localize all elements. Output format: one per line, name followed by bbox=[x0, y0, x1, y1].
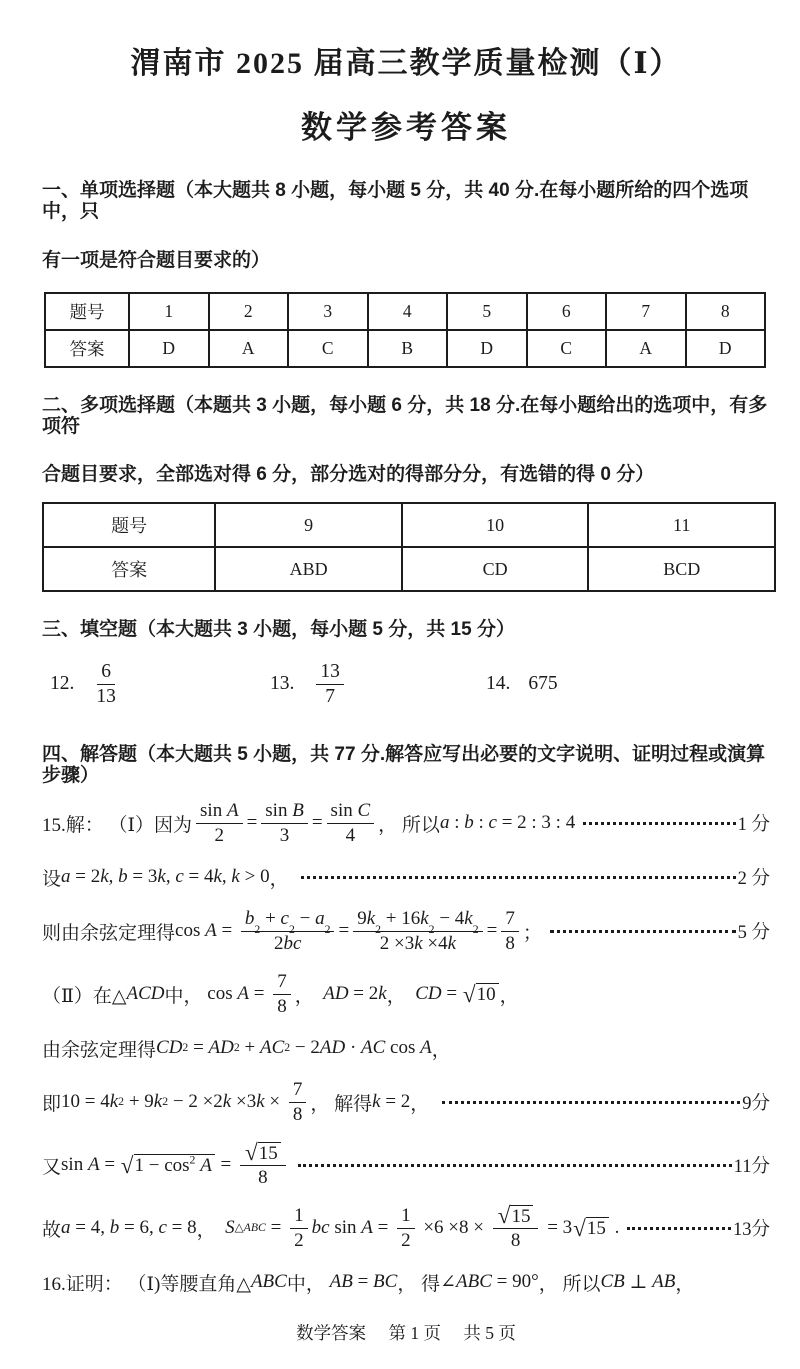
text-run: 即 bbox=[42, 1093, 62, 1115]
fraction-denominator bbox=[505, 932, 515, 954]
math-text: 2 bbox=[294, 1229, 304, 1251]
math-variable: AC bbox=[361, 1037, 386, 1059]
math-text: 9 bbox=[357, 908, 367, 930]
math-variable: k bbox=[420, 908, 429, 930]
math-variable: b bbox=[244, 908, 255, 930]
score-label: 1 分 bbox=[737, 815, 770, 836]
math-variable: a bbox=[439, 812, 450, 834]
math-variable: c bbox=[158, 1217, 167, 1239]
math-text: 4 bbox=[345, 824, 356, 846]
math-text: = 2 bbox=[380, 1091, 411, 1113]
fill-blank-item bbox=[486, 673, 558, 695]
math-variable: A bbox=[226, 800, 239, 822]
math-variable: bc bbox=[311, 1217, 330, 1239]
fraction-denominator: 7 bbox=[325, 685, 335, 707]
radical-sign: √ bbox=[462, 981, 476, 1008]
solution-lines bbox=[42, 793, 770, 1306]
math-text: : bbox=[449, 812, 465, 834]
answer-cell: C bbox=[288, 330, 368, 367]
math-text: 7 bbox=[277, 971, 287, 993]
solution-line bbox=[42, 793, 770, 853]
section-fill-blank-heading bbox=[42, 592, 770, 641]
math-text: = bbox=[486, 920, 498, 942]
fill-blank-item bbox=[270, 661, 486, 708]
fraction-numerator bbox=[493, 1205, 539, 1229]
answer-cell: 4 bbox=[368, 293, 448, 330]
text-run: 设 bbox=[42, 868, 62, 890]
fraction-numerator: 6 bbox=[97, 661, 115, 685]
dotted-leader bbox=[583, 822, 735, 825]
math-variable: k bbox=[372, 1091, 381, 1113]
math-variable: k bbox=[447, 932, 457, 954]
answer-cell: 9 bbox=[215, 503, 402, 547]
math-variable: B bbox=[292, 800, 304, 822]
answer-cell: 8 bbox=[686, 293, 766, 330]
table-row bbox=[43, 547, 775, 591]
question-number: 14. bbox=[486, 673, 511, 695]
question-number: 12. bbox=[50, 673, 75, 695]
text-run: 中， bbox=[286, 1273, 330, 1295]
math-text: cos bbox=[385, 1037, 421, 1059]
text-run: ， 得 bbox=[397, 1273, 441, 1295]
text-run: （Ⅱ）在△ bbox=[42, 985, 127, 1007]
math-text: 8 bbox=[258, 1167, 268, 1189]
sqrt-radical bbox=[497, 1203, 534, 1230]
fraction-denominator bbox=[511, 1229, 521, 1251]
math-text: ×6 ×8 × bbox=[418, 1217, 489, 1239]
math-variable: a bbox=[61, 866, 71, 888]
math-text: − 4 bbox=[434, 908, 465, 930]
math-text: 8 bbox=[292, 1103, 303, 1125]
math-text: 8 bbox=[505, 932, 515, 954]
math-text: 7 bbox=[292, 1079, 303, 1101]
math-text: 2 bbox=[214, 824, 225, 846]
fraction-numerator bbox=[327, 800, 375, 823]
sqrt-radical bbox=[573, 1217, 609, 1240]
math-text: = bbox=[216, 920, 237, 942]
answer-cell: 2 bbox=[209, 293, 289, 330]
math-text: = bbox=[265, 1217, 287, 1239]
math-variable: c bbox=[280, 908, 289, 930]
math-variable: bc bbox=[283, 932, 302, 954]
multi-choice-answer-table bbox=[42, 502, 776, 592]
sqrt-radical bbox=[245, 1140, 281, 1167]
row-label-cell: 答案 bbox=[43, 547, 215, 591]
fraction-numerator bbox=[240, 1142, 286, 1166]
math-text: + bbox=[239, 1037, 260, 1059]
math-text: , bbox=[165, 866, 176, 888]
fill-blank-item bbox=[50, 661, 270, 708]
fraction bbox=[493, 1205, 539, 1252]
section-multi-choice-heading bbox=[42, 368, 770, 487]
text-run: 则由余弦定理得 bbox=[42, 922, 176, 944]
text-run: 又 bbox=[42, 1156, 62, 1178]
heading-line: 合题目要求，全部选对得 6 分，部分选对的得部分分，有选错的得 0 分） bbox=[42, 464, 655, 486]
math-variable: AB bbox=[329, 1271, 353, 1293]
radicand bbox=[258, 1142, 281, 1164]
heading-line: 有一项是符合题目要求的） bbox=[42, 249, 271, 271]
question-number: 13. bbox=[270, 673, 295, 695]
math-text: 15 bbox=[258, 1142, 278, 1164]
math-variable: CB bbox=[600, 1271, 625, 1293]
fraction bbox=[196, 800, 243, 846]
math-variable: b bbox=[464, 812, 474, 834]
fraction-denominator bbox=[294, 1229, 304, 1251]
fraction bbox=[316, 661, 344, 708]
math-variable: CD bbox=[415, 983, 442, 1005]
math-variable: k bbox=[157, 866, 166, 888]
math-text: 2 ×3 bbox=[379, 932, 415, 954]
math-text: 8 bbox=[510, 1230, 521, 1252]
math-text: . bbox=[609, 1217, 620, 1239]
math-text: · bbox=[345, 1037, 362, 1059]
page-title: 渭南市 2025 届高三教学质量检测（Ⅰ） bbox=[130, 47, 682, 80]
fraction bbox=[240, 1142, 286, 1189]
math-text: : bbox=[473, 812, 489, 834]
fraction bbox=[289, 1079, 307, 1125]
score-label: 5 分 bbox=[737, 923, 770, 944]
math-variable: b bbox=[109, 1217, 120, 1239]
fraction-denominator bbox=[401, 1229, 411, 1251]
math-variable: c bbox=[488, 812, 497, 834]
math-variable: ABC bbox=[456, 1271, 492, 1293]
math-variable: k bbox=[100, 866, 109, 888]
math-text: sin bbox=[265, 800, 293, 822]
math-text: ⊥ bbox=[624, 1271, 653, 1293]
math-text: 2 bbox=[401, 1229, 411, 1251]
fraction-numerator bbox=[289, 1079, 307, 1102]
fraction-numerator: 9 k 2 + 16 k 2 − 4 k 2 bbox=[353, 908, 482, 931]
footer-total-pages: 共 5 页 bbox=[463, 1323, 516, 1344]
math-text: = 2 : 3 : 4 bbox=[496, 812, 576, 834]
math-text: 1 bbox=[294, 1205, 304, 1227]
math-text: = 3 bbox=[542, 1217, 573, 1239]
answer-cell: CD bbox=[402, 547, 589, 591]
text-run: ， bbox=[386, 985, 416, 1007]
fraction-denominator bbox=[277, 995, 287, 1017]
fraction-numerator bbox=[397, 1205, 415, 1228]
dotted-leader bbox=[550, 930, 736, 933]
math-variable: S bbox=[225, 1217, 235, 1239]
math-text: = 8 bbox=[166, 1217, 197, 1239]
fraction-denominator bbox=[346, 824, 356, 846]
math-variable: C bbox=[357, 800, 371, 822]
math-variable: AB bbox=[652, 1271, 676, 1293]
math-variable: AD bbox=[323, 983, 349, 1005]
math-text: = 90° bbox=[491, 1271, 539, 1293]
text-run: 16.证明： （Ⅰ)等腰直角△ bbox=[42, 1273, 251, 1295]
sqrt-radical bbox=[463, 983, 499, 1006]
math-text: − 2 ×2 bbox=[168, 1091, 223, 1113]
math-text: = bbox=[311, 812, 323, 834]
math-text: = bbox=[441, 983, 462, 1005]
math-variable: AD bbox=[319, 1037, 346, 1059]
score-label: 13分 bbox=[732, 1220, 770, 1241]
text-run: 15.解： （Ⅰ）因为 bbox=[42, 814, 193, 836]
math-variable: a bbox=[61, 1217, 71, 1239]
math-variable: A bbox=[420, 1037, 432, 1059]
math-variable: k bbox=[366, 908, 376, 930]
answer-cell: 6 bbox=[527, 293, 607, 330]
fraction-denominator bbox=[215, 824, 225, 846]
math-variable: A bbox=[361, 1217, 373, 1239]
math-variable: k bbox=[378, 983, 387, 1005]
math-text: ×3 bbox=[231, 1091, 257, 1113]
radical-sign: √ bbox=[120, 1152, 134, 1179]
math-variable: A bbox=[205, 920, 217, 942]
solution-line bbox=[42, 964, 770, 1024]
math-variable: k bbox=[256, 1091, 265, 1113]
solution-line bbox=[42, 856, 770, 898]
radical-sign: √ bbox=[573, 1215, 586, 1242]
text-run: ， bbox=[269, 868, 294, 890]
text-run: ， 所以 bbox=[378, 814, 440, 836]
text-run: 故 bbox=[42, 1219, 62, 1241]
row-label-cell: 题号 bbox=[45, 293, 129, 330]
text-run: 中， bbox=[164, 985, 208, 1007]
fraction-numerator bbox=[501, 908, 519, 931]
fraction bbox=[397, 1205, 415, 1251]
math-variable: a bbox=[315, 908, 325, 930]
math-text: + 16 bbox=[381, 908, 421, 930]
math-text: sin bbox=[329, 1217, 362, 1239]
math-variable: k bbox=[213, 866, 222, 888]
math-text: = 2 bbox=[348, 983, 379, 1005]
answer-cell: D bbox=[686, 330, 766, 367]
math-variable: A bbox=[87, 1154, 100, 1176]
math-text: 10 = 4 bbox=[61, 1091, 110, 1113]
heading-line: 一、单项选择题（本大题共 8 小题，每小题 5 分，共 40 分.在每小题所给的四个选项中，只 bbox=[42, 180, 749, 222]
math-variable: BC bbox=[373, 1271, 398, 1293]
fraction-denominator bbox=[293, 1103, 303, 1125]
math-variable: c bbox=[175, 866, 184, 888]
page-subtitle: 数学参考答案 bbox=[301, 110, 511, 145]
math-text: 10 bbox=[476, 983, 496, 1005]
math-text: > 0 bbox=[239, 866, 270, 888]
answer-cell: BCD bbox=[588, 547, 775, 591]
text-run: ， bbox=[499, 985, 519, 1007]
answer-cell: A bbox=[209, 330, 289, 367]
math-variable: k bbox=[109, 1091, 119, 1113]
solution-line bbox=[42, 1261, 770, 1303]
math-text: , bbox=[221, 866, 232, 888]
score-label: 11分 bbox=[733, 1157, 770, 1178]
page-footer bbox=[42, 1306, 770, 1345]
math-text: = bbox=[372, 1217, 394, 1239]
fraction-numerator: b 2 + c 2 − a 2 bbox=[241, 908, 335, 931]
fraction-numerator bbox=[290, 1205, 308, 1228]
dotted-leader bbox=[442, 1101, 740, 1104]
answer-cell: B bbox=[368, 330, 448, 367]
table-row bbox=[45, 330, 765, 367]
math-text: 8 bbox=[277, 995, 287, 1017]
math-text: cos bbox=[207, 983, 238, 1005]
dotted-leader bbox=[301, 876, 735, 879]
answer-cell: ABD bbox=[215, 547, 402, 591]
answer-cell: D bbox=[447, 330, 527, 367]
text-run: ， bbox=[196, 1219, 226, 1241]
fraction-numerator bbox=[273, 971, 291, 994]
math-text: 7 bbox=[505, 908, 515, 930]
math-text: = bbox=[248, 983, 270, 1005]
fraction-denominator bbox=[274, 932, 301, 954]
answer-cell: 11 bbox=[588, 503, 775, 547]
math-variable: k bbox=[222, 1091, 232, 1113]
math-variable: AC bbox=[259, 1037, 285, 1059]
fraction bbox=[501, 908, 519, 954]
text-run: ， 所以 bbox=[538, 1273, 601, 1295]
answer-cell: 3 bbox=[288, 293, 368, 330]
math-text: − bbox=[294, 908, 316, 930]
answer-cell: 5 bbox=[447, 293, 527, 330]
fraction-numerator bbox=[196, 800, 243, 823]
sqrt-radical bbox=[121, 1154, 215, 1177]
fraction bbox=[241, 908, 335, 954]
math-text: 1 − cos bbox=[134, 1154, 190, 1176]
section-solutions-heading bbox=[42, 717, 770, 787]
fraction-denominator bbox=[280, 824, 290, 846]
math-text: = 2 bbox=[70, 866, 101, 888]
solution-line bbox=[42, 1135, 770, 1195]
section-single-choice-heading bbox=[42, 153, 770, 272]
fraction bbox=[261, 800, 308, 846]
fraction bbox=[96, 661, 116, 708]
math-text: cos bbox=[175, 920, 206, 942]
math-text: 15 bbox=[586, 1217, 606, 1239]
math-text: sin bbox=[200, 800, 227, 822]
math-text: + bbox=[260, 908, 281, 930]
math-text: sin bbox=[330, 800, 358, 822]
math-text: × bbox=[264, 1091, 285, 1113]
math-variable: A bbox=[237, 983, 249, 1005]
fraction-numerator: 13 bbox=[316, 661, 344, 685]
math-variable: b bbox=[118, 866, 128, 888]
math-variable: CD bbox=[156, 1037, 183, 1059]
text-run: 由余弦定理得 bbox=[42, 1039, 157, 1061]
math-text: = 6, bbox=[119, 1217, 159, 1239]
radicand bbox=[134, 1154, 215, 1177]
row-label-cell: 题号 bbox=[43, 503, 215, 547]
radical-sign: √ bbox=[245, 1140, 258, 1167]
math-text: = 4 bbox=[183, 866, 214, 888]
math-text: 1 bbox=[401, 1205, 411, 1227]
text-run: ， bbox=[431, 1039, 451, 1061]
radical-sign: √ bbox=[497, 1203, 511, 1230]
answer-cell: D bbox=[129, 330, 209, 367]
math-text: 15 bbox=[511, 1205, 531, 1227]
math-text: ×4 bbox=[422, 932, 448, 954]
math-variable: ABC bbox=[250, 1271, 287, 1293]
solution-line: 即 10 = 4 k 2 + 9 k 2 − 2 ×2 k ×3 k × $\frac{7}{8}$ ， 解得 k = 2 ， 9分 bbox=[42, 1079, 770, 1125]
answer-cell: 1 bbox=[129, 293, 209, 330]
math-variable: A bbox=[200, 1154, 212, 1176]
fraction-denominator bbox=[380, 932, 456, 954]
math-text: = 3 bbox=[127, 866, 158, 888]
fraction-numerator bbox=[261, 800, 308, 823]
text-run: ， bbox=[410, 1093, 435, 1115]
solution-line: 由余弦定理得 CD 2 = AD 2 + AC 2 − 2 AD · AC cos A ， bbox=[42, 1027, 770, 1069]
math-variable: k bbox=[231, 866, 240, 888]
solution-line bbox=[42, 901, 770, 961]
math-text: − 2 bbox=[290, 1037, 320, 1059]
footer-doc-label: 数学答案 bbox=[296, 1323, 367, 1344]
fraction bbox=[273, 971, 291, 1017]
math-text: , bbox=[108, 866, 119, 888]
math-text: = bbox=[215, 1154, 237, 1176]
radicand bbox=[586, 1217, 609, 1240]
fill-blank-answers bbox=[42, 651, 770, 717]
heading-line: 四、解答题（本大题共 5 小题，共 77 分.解答应写出必要的文字说明、证明过程或演算步骤） bbox=[42, 744, 766, 787]
math-variable: k bbox=[414, 932, 423, 954]
radicand bbox=[510, 1205, 533, 1227]
solution-line: 故 a = 4, b = 6, c = 8 ， S △ABC = $\frac{1}{2}$ bc sin A = $\frac{1}{2}$ ×6 ×8 × √ 15 8 = 3 √ 15 . 13分 bbox=[42, 1203, 770, 1252]
math-variable: k bbox=[464, 908, 473, 930]
answer-cell: C bbox=[527, 330, 607, 367]
footer-page-number: 第 1 页 bbox=[388, 1323, 441, 1344]
text-run: ， bbox=[294, 985, 324, 1007]
answer-value: 675 bbox=[528, 673, 558, 695]
dotted-leader bbox=[298, 1164, 732, 1167]
fraction bbox=[353, 908, 482, 954]
text-run: ， bbox=[675, 1273, 695, 1295]
heading-line: 三、填空题（本大题共 3 小题，每小题 5 分，共 15 分） bbox=[42, 619, 515, 641]
math-text: = bbox=[338, 920, 350, 942]
math-text: + 9 bbox=[124, 1091, 154, 1113]
fraction-denominator: 13 bbox=[96, 685, 116, 707]
text-run: ， 解得 bbox=[310, 1093, 373, 1115]
math-text: ∠ bbox=[440, 1271, 457, 1293]
answer-cell: 7 bbox=[606, 293, 686, 330]
row-label-cell: 答案 bbox=[45, 330, 129, 367]
math-text: 2 bbox=[273, 932, 284, 954]
math-text: = bbox=[99, 1154, 120, 1176]
math-variable: ACD bbox=[126, 983, 165, 1005]
fraction bbox=[327, 800, 375, 846]
math-text: 3 bbox=[279, 824, 290, 846]
answer-cell: 10 bbox=[402, 503, 589, 547]
fraction-denominator bbox=[258, 1166, 268, 1188]
math-text: = bbox=[188, 1037, 209, 1059]
table-row bbox=[45, 293, 765, 330]
text-run: ； bbox=[522, 922, 542, 944]
score-label: 2 分 bbox=[737, 869, 770, 890]
answer-cell: A bbox=[606, 330, 686, 367]
math-text: sin bbox=[61, 1154, 88, 1176]
math-variable: k bbox=[153, 1091, 163, 1113]
score-label: 9分 bbox=[742, 1094, 770, 1115]
heading-line: 二、多项选择题（本题共 3 小题，每小题 6 分，共 18 分.在每小题给出的选项中，有多项符 bbox=[42, 394, 768, 437]
fraction bbox=[290, 1205, 308, 1251]
table-row bbox=[43, 503, 775, 547]
math-text: = bbox=[352, 1271, 374, 1293]
radicand bbox=[476, 983, 499, 1006]
math-variable: AD bbox=[208, 1037, 234, 1059]
math-text: = bbox=[246, 812, 258, 834]
single-choice-answer-table bbox=[44, 292, 766, 368]
superscript: 2 bbox=[189, 1153, 196, 1167]
dotted-leader bbox=[627, 1227, 731, 1230]
math-text: = 4, bbox=[70, 1217, 110, 1239]
